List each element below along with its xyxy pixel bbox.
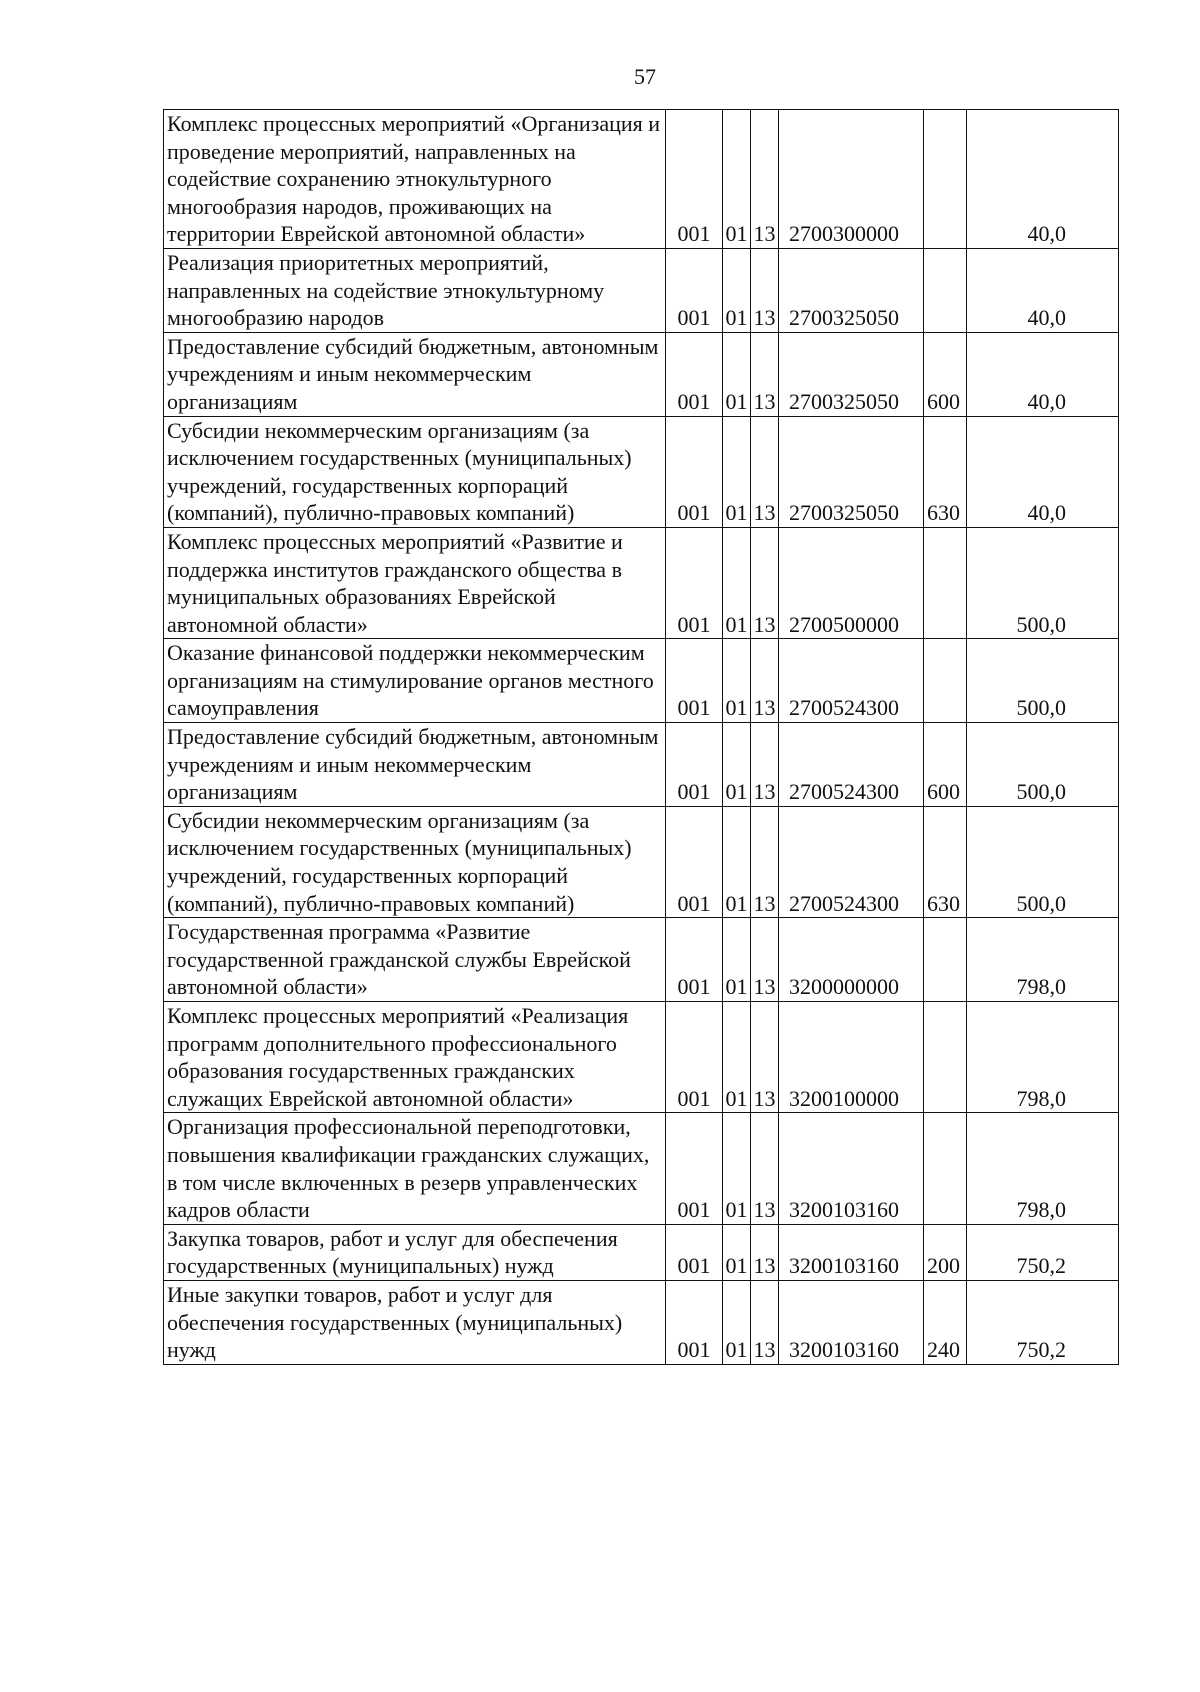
ministry-code-cell: 001 (666, 806, 723, 917)
section-code-cell: 01 (723, 639, 751, 723)
section-code-cell: 01 (723, 1280, 751, 1364)
subsection-code-cell: 13 (751, 639, 779, 723)
expense-type-cell: 600 (924, 332, 967, 416)
table-row (164, 110, 1119, 249)
target-article-cell: 2700325050 (779, 416, 924, 527)
expense-type-cell (924, 110, 967, 249)
amount-cell: 40,0 (967, 416, 1119, 527)
subsection-code-cell: 13 (751, 1280, 779, 1364)
section-code-cell: 01 (723, 918, 751, 1002)
target-article-cell: 3200103160 (779, 1280, 924, 1364)
ministry-code-cell: 001 (666, 1002, 723, 1113)
amount-cell: 750,2 (967, 1280, 1119, 1364)
table-row (164, 723, 1119, 807)
target-article-cell: 2700524300 (779, 639, 924, 723)
subsection-code-cell: 13 (751, 723, 779, 807)
subsection-code-cell: 13 (751, 1224, 779, 1280)
ministry-code-cell: 001 (666, 110, 723, 249)
expense-type-cell (924, 1002, 967, 1113)
item-name-cell (164, 527, 666, 638)
table-row (164, 248, 1119, 332)
target-article-cell: 2700500000 (779, 527, 924, 638)
target-article-cell: 2700325050 (779, 332, 924, 416)
ministry-code-cell: 001 (666, 527, 723, 638)
section-code-cell: 01 (723, 416, 751, 527)
budget-table (163, 109, 1119, 1365)
expense-type-cell (924, 918, 967, 1002)
item-name: Предоставление субсидий бюджетным, автономным учреждениям и иным некоммерческим организациям (167, 333, 659, 414)
subsection-code-cell: 13 (751, 416, 779, 527)
subsection-code-cell: 13 (751, 110, 779, 249)
table-row (164, 918, 1119, 1002)
item-name: Комплекс процессных мероприятий «Развитие и поддержка институтов гражданского общества в муниципальных образованиях Еврейской автономной области» (167, 528, 623, 637)
item-name: Реализация приоритетных мероприятий, направленных на содействие этнокультурному многообразию народов (167, 249, 605, 331)
section-code-cell: 01 (723, 248, 751, 332)
section-code-cell: 01 (723, 1224, 751, 1280)
section-code-cell: 01 (723, 332, 751, 416)
expense-type-cell: 630 (924, 806, 967, 917)
amount-cell: 500,0 (967, 723, 1119, 807)
ministry-code-cell: 001 (666, 1113, 723, 1224)
ministry-code-cell: 001 (666, 639, 723, 723)
subsection-code-cell: 13 (751, 1113, 779, 1224)
amount-cell: 798,0 (967, 918, 1119, 1002)
item-name: Предоставление субсидий бюджетным, автономным учреждениям и иным некоммерческим организациям (167, 724, 659, 805)
item-name-cell (164, 723, 666, 807)
ministry-code-cell: 001 (666, 332, 723, 416)
expense-type-cell: 600 (924, 723, 967, 807)
expense-type-cell (924, 527, 967, 638)
target-article-cell: 2700524300 (779, 806, 924, 917)
table-row (164, 1224, 1119, 1280)
target-article-cell: 3200000000 (779, 918, 924, 1002)
section-code-cell: 01 (723, 723, 751, 807)
amount-cell: 500,0 (967, 639, 1119, 723)
item-name-cell (164, 416, 666, 527)
amount-cell: 500,0 (967, 806, 1119, 917)
table-row (164, 1280, 1119, 1364)
item-name-cell (164, 639, 666, 723)
section-code-cell: 01 (723, 527, 751, 638)
amount-cell: 40,0 (967, 110, 1119, 249)
table-row (164, 527, 1119, 638)
item-name: Комплекс процессных мероприятий «Реализация программ дополнительного профессионального образования государственных гражданских служащих Еврейской автономной области» (167, 1003, 629, 1111)
expense-type-cell (924, 248, 967, 332)
ministry-code-cell: 001 (666, 1280, 723, 1364)
item-name: Комплекс процессных мероприятий «Организация и проведение мероприятий, направленных на содействие сохранению этнокультурного многообразия народов, проживающих на территории Еврейской автономной области» (167, 111, 661, 247)
table-row (164, 806, 1119, 917)
target-article-cell: 3200100000 (779, 1002, 924, 1113)
subsection-code-cell: 13 (751, 918, 779, 1002)
item-name: Иные закупки товаров, работ и услуг для обеспечения государственных (муниципальных) нужд (167, 1281, 623, 1363)
subsection-code-cell: 13 (751, 806, 779, 917)
expense-type-cell (924, 1113, 967, 1224)
target-article-cell: 2700325050 (779, 248, 924, 332)
item-name-cell (164, 1224, 666, 1280)
subsection-code-cell: 13 (751, 527, 779, 638)
amount-cell: 750,2 (967, 1224, 1119, 1280)
target-article-cell: 3200103160 (779, 1113, 924, 1224)
table-row (164, 416, 1119, 527)
section-code-cell: 01 (723, 806, 751, 917)
ministry-code-cell: 001 (666, 1224, 723, 1280)
target-article-cell: 2700300000 (779, 110, 924, 249)
item-name-cell (164, 1002, 666, 1113)
item-name-cell (164, 1113, 666, 1224)
item-name: Субсидии некоммерческим организациям (за исключением государственных (муниципальных) учреждений, государственных корпораций (компаний), публично-правовых компаний) (167, 417, 632, 526)
item-name-cell (164, 806, 666, 917)
ministry-code-cell: 001 (666, 918, 723, 1002)
table-row (164, 332, 1119, 416)
item-name-cell (164, 110, 666, 249)
section-code-cell: 01 (723, 110, 751, 249)
section-code-cell: 01 (723, 1002, 751, 1113)
item-name-cell (164, 1280, 666, 1364)
table-row (164, 1002, 1119, 1113)
item-name-cell (164, 248, 666, 332)
amount-cell: 500,0 (967, 527, 1119, 638)
expense-type-cell: 200 (924, 1224, 967, 1280)
table-row (164, 639, 1119, 723)
subsection-code-cell: 13 (751, 1002, 779, 1113)
item-name: Субсидии некоммерческим организациям (за исключением государственных (муниципальных) учреждений, государственных корпораций (компаний), публично-правовых компаний) (167, 807, 632, 916)
expense-type-cell: 630 (924, 416, 967, 527)
amount-cell: 798,0 (967, 1113, 1119, 1224)
item-name: Закупка товаров, работ и услуг для обеспечения государственных (муниципальных) нужд (167, 1225, 618, 1279)
ministry-code-cell: 001 (666, 416, 723, 527)
amount-cell: 40,0 (967, 332, 1119, 416)
expense-type-cell: 240 (924, 1280, 967, 1364)
subsection-code-cell: 13 (751, 248, 779, 332)
table-row (164, 1113, 1119, 1224)
amount-cell: 798,0 (967, 1002, 1119, 1113)
item-name-cell (164, 332, 666, 416)
item-name: Оказание финансовой поддержки некоммерческим организациям на стимулирование органов местного самоуправления (167, 640, 654, 721)
section-code-cell: 01 (723, 1113, 751, 1224)
expense-type-cell (924, 639, 967, 723)
ministry-code-cell: 001 (666, 723, 723, 807)
ministry-code-cell: 001 (666, 248, 723, 332)
subsection-code-cell: 13 (751, 332, 779, 416)
item-name: Государственная программа «Развитие государственной гражданской службы Еврейской автономной области» (167, 919, 631, 1000)
target-article-cell: 2700524300 (779, 723, 924, 807)
page-number: 57 (634, 64, 656, 89)
table-body (164, 110, 1119, 1365)
item-name: Организация профессиональной переподготовки, повышения квалификации гражданских служащих, в том числе включенных в резерв управленческих кадров области (167, 1114, 650, 1223)
amount-cell: 40,0 (967, 248, 1119, 332)
target-article-cell: 3200103160 (779, 1224, 924, 1280)
item-name-cell (164, 918, 666, 1002)
